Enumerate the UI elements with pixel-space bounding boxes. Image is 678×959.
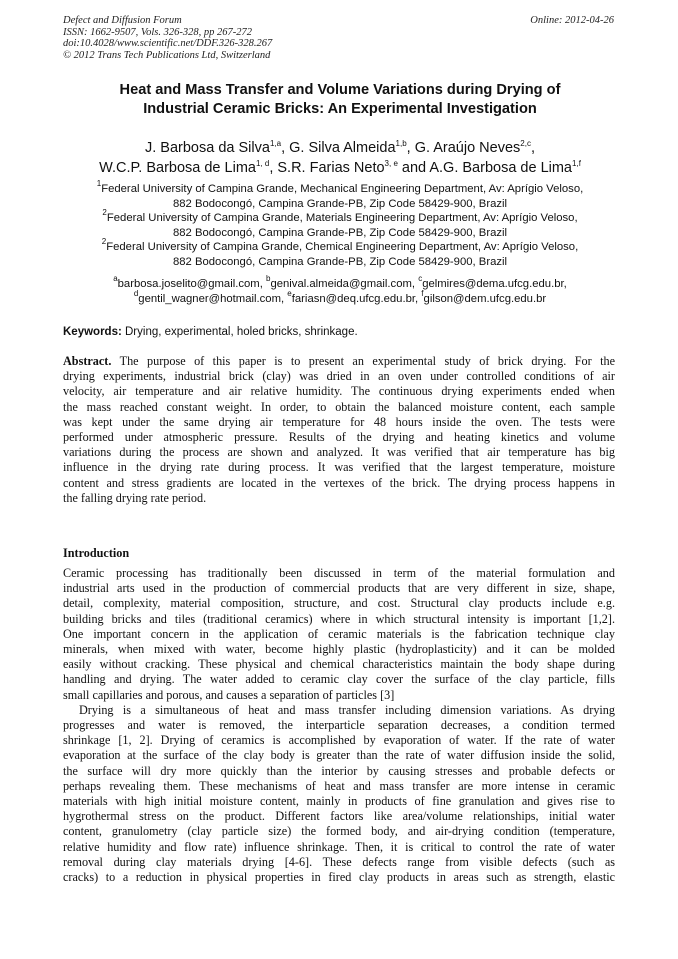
body-line: handling and drying. The water added to ceramic clay cover the surface of the clay particle, fills [63, 672, 615, 687]
email-link[interactable]: gilson@dem.ufcg.edu.br [423, 292, 547, 305]
abstract-line: performed under atmospheric pressure. Results of the drying and heating kinetics and volume [63, 430, 615, 445]
author-line-2: W.C.P. Barbosa de Lima$^{1, d}$, S.R. Farias Neto$^{3, e}$ and A.G. Barbosa de Lima$^{1,f}$ [99, 159, 581, 176]
online-date: Online: 2012-04-26 [530, 15, 614, 26]
affiliation-line: 882 Bodocongó, Campina Grande-PB, Zip Code 58429-900, Brazil [172, 226, 508, 239]
author-affil-sup: 1,a [269, 139, 282, 148]
publication-header [63, 15, 272, 61]
body-line: removal during clay materials drying [4-6]. These defects range from visible defects (such as [63, 854, 615, 869]
author-name: G. Silva Almeida [289, 140, 396, 156]
author-affil-sup: 3, e [384, 159, 398, 168]
affiliation-line: $^2$Federal University of Campina Grande, Chemical Engineering Department, Av: Aprígio Veloso, [101, 237, 579, 254]
abstract-line: velocity, air temperature and air relative humidity. The continuous drying experiments ended when [63, 384, 615, 399]
email-link[interactable]: barbosa.joselito@gmail.com [117, 278, 260, 290]
author-name: J. Barbosa da Silva [145, 140, 270, 156]
affiliations [40, 179, 640, 270]
abstract-line: variations during the process are shown and analyzed. It was verified that air temperature has big [63, 445, 615, 460]
issn-line: ISSN: 1662-9507, Vols. 326-328, pp 267-272 [63, 26, 252, 38]
email-line-1: $^a$barbosa.joselito@gmail.com, $^b$genival.almeida@gmail.com, $^c$gelmires@dema.ufcg.edu.br, [113, 274, 567, 290]
abstract-line: the mass reached constant weight. In order, to obtain the balanced moisture content, each sample [63, 399, 615, 414]
author-line-1: J. Barbosa da Silva$^{1,a}$, G. Silva Almeida$^{1,b}$, G. Araújo Neves$^{2,c}$, [145, 139, 535, 156]
body-line: easily without cracking. These physical and chemical characteristics maintain the body shape during [63, 657, 615, 672]
email-link[interactable]: fariasn@deq.ufcg.edu.br [291, 292, 416, 305]
body-line: progresses and water is removed, the interparticle separation decreases, a condition termed [63, 718, 615, 733]
abstract-line: the falling drying rate period. [63, 490, 207, 505]
abstract-line: influence in the drying rate during process. It was verified that the largest temperature, moisture [63, 460, 615, 475]
author-name: S.R. Farias Neto [277, 160, 385, 176]
abstract [63, 354, 615, 506]
abstract-line: content and stress gradients are located in the vertexes of the brick. The drying process happens in [63, 475, 615, 490]
paper-title: Heat and Mass Transfer and Volume Variations during Drying of Industrial Ceramic Bricks: An Experimental Investigation [119, 82, 561, 117]
body-line: shrinkage [1, 2]. Drying of ceramics is accomplished by evaporation of water. If the rate of water [63, 733, 615, 748]
body-line: Ceramic processing has traditionally been discussed in term of the material formulation and [63, 566, 615, 580]
doi-line: doi:10.4028/www.scientific.net/DDF.326-328.267 [63, 38, 273, 49]
body-line: building bricks and tiles (traditional ceramics) where in which structural intensity is important [1,2]. [63, 611, 615, 626]
affiliation-line: 882 Bodocongó, Campina Grande-PB, Zip Code 58429-900, Brazil [172, 197, 508, 210]
author-affil-sup: 2,c [520, 139, 531, 148]
copyright-line: © 2012 Trans Tech Publications Ltd, Switzerland [63, 49, 271, 61]
email-link[interactable]: genival.almeida@gmail.com [270, 278, 412, 290]
body-line: materials with high initial moisture content, mainly in products of fine granulation and gives rise to [63, 794, 615, 809]
affiliation-line: $^2$Federal University of Campina Grande, Materials Engineering Department, Av: Aprígio Veloso, [102, 208, 578, 225]
email-list [40, 274, 640, 306]
body-line: relative humidity and flow rate) influence shrinkage. Then, it is critical to control the rate of water [63, 839, 615, 854]
author-name: W.C.P. Barbosa de Lima [99, 160, 256, 176]
body-line: Drying is a simultaneous of heat and mass transfer including dimension variations. As drying [79, 702, 615, 717]
body-line: One important concern in the application of ceramic materials is the fabrication technique clay [63, 626, 615, 641]
author-affil-sup: 1,f [572, 159, 581, 168]
author-affil-sup: 1, d [255, 159, 270, 168]
body-line: hygrothermal stress on the product. Different factors like area/volume relationships, initial water [63, 809, 615, 824]
section-heading-introduction: Introduction [63, 546, 130, 560]
body-line: content, granulometry (clay particle size) the formed body, and air-drying condition (temperature, [63, 824, 615, 839]
body-line: cracks) to a reduction in physical properties in fired clay products in areas such as strength, elastic [63, 870, 615, 885]
keywords [63, 326, 358, 338]
abstract-line: Abstract. The purpose of this paper is to present an experimental study of brick drying. For the [63, 354, 615, 368]
body-line: small capillaries and porous, and causes a separation of particles [3] [63, 687, 395, 702]
affiliation-line: $^1$Federal University of Campina Grande, Mechanical Engineering Department, Av: Aprígio Veloso, [96, 179, 584, 195]
body-line: minerals, when mixed with water, become highly plastic (hydroplasticity) and it can be molded [63, 642, 615, 657]
affiliation-line: 882 Bodocongó, Campina Grande-PB, Zip Code 58429-900, Brazil [172, 255, 508, 268]
body-line: perhaps revealing them. These mechanisms of heat and mass transfer are more intense in ceramic [63, 778, 615, 793]
body-line: detail, complexity, material composition, structure, and cost. Structural clay products include e.g. [63, 596, 615, 611]
keywords-text: Drying, experimental, holed bricks, shrinkage. [125, 326, 358, 338]
author-name: G. Araújo Neves [414, 140, 521, 156]
body-line: industrial arts used in the production of commercial products that are very different in size, shape, [63, 581, 615, 596]
body-line: evaporation at the surface of the clay body is greater than the rate of water diffusion inside the solid, [63, 748, 615, 763]
author-name: A.G. Barbosa de Lima [429, 160, 573, 176]
author-list [40, 138, 640, 178]
introduction-body [63, 566, 615, 885]
journal-name: Defect and Diffusion Forum [63, 15, 182, 26]
abstract-label: Abstract. [63, 354, 112, 368]
email-link[interactable]: gelmires@dema.ufcg.edu.br [422, 278, 564, 290]
author-affil-sup: 1,b [395, 139, 407, 148]
abstract-line: drying experiments, industrial brick (clay) was dried in an oven under controlled conditions of air [63, 369, 615, 384]
abstract-line: was kept under the same drying air temperature for 48 hours inside the oven. The tests were [63, 414, 615, 429]
keywords-label: Keywords: [63, 326, 122, 338]
email-line-2: $^d$gentil_wagner@hotmail.com, $^e$fariasn@deq.ufcg.edu.br, $^f$gilson@dem.ufcg.edu.br [133, 288, 547, 305]
email-link[interactable]: gentil_wagner@hotmail.com [138, 292, 282, 305]
body-line: the surface will dry more quickly than the interior by causing stresses and probable defects or [63, 763, 615, 778]
